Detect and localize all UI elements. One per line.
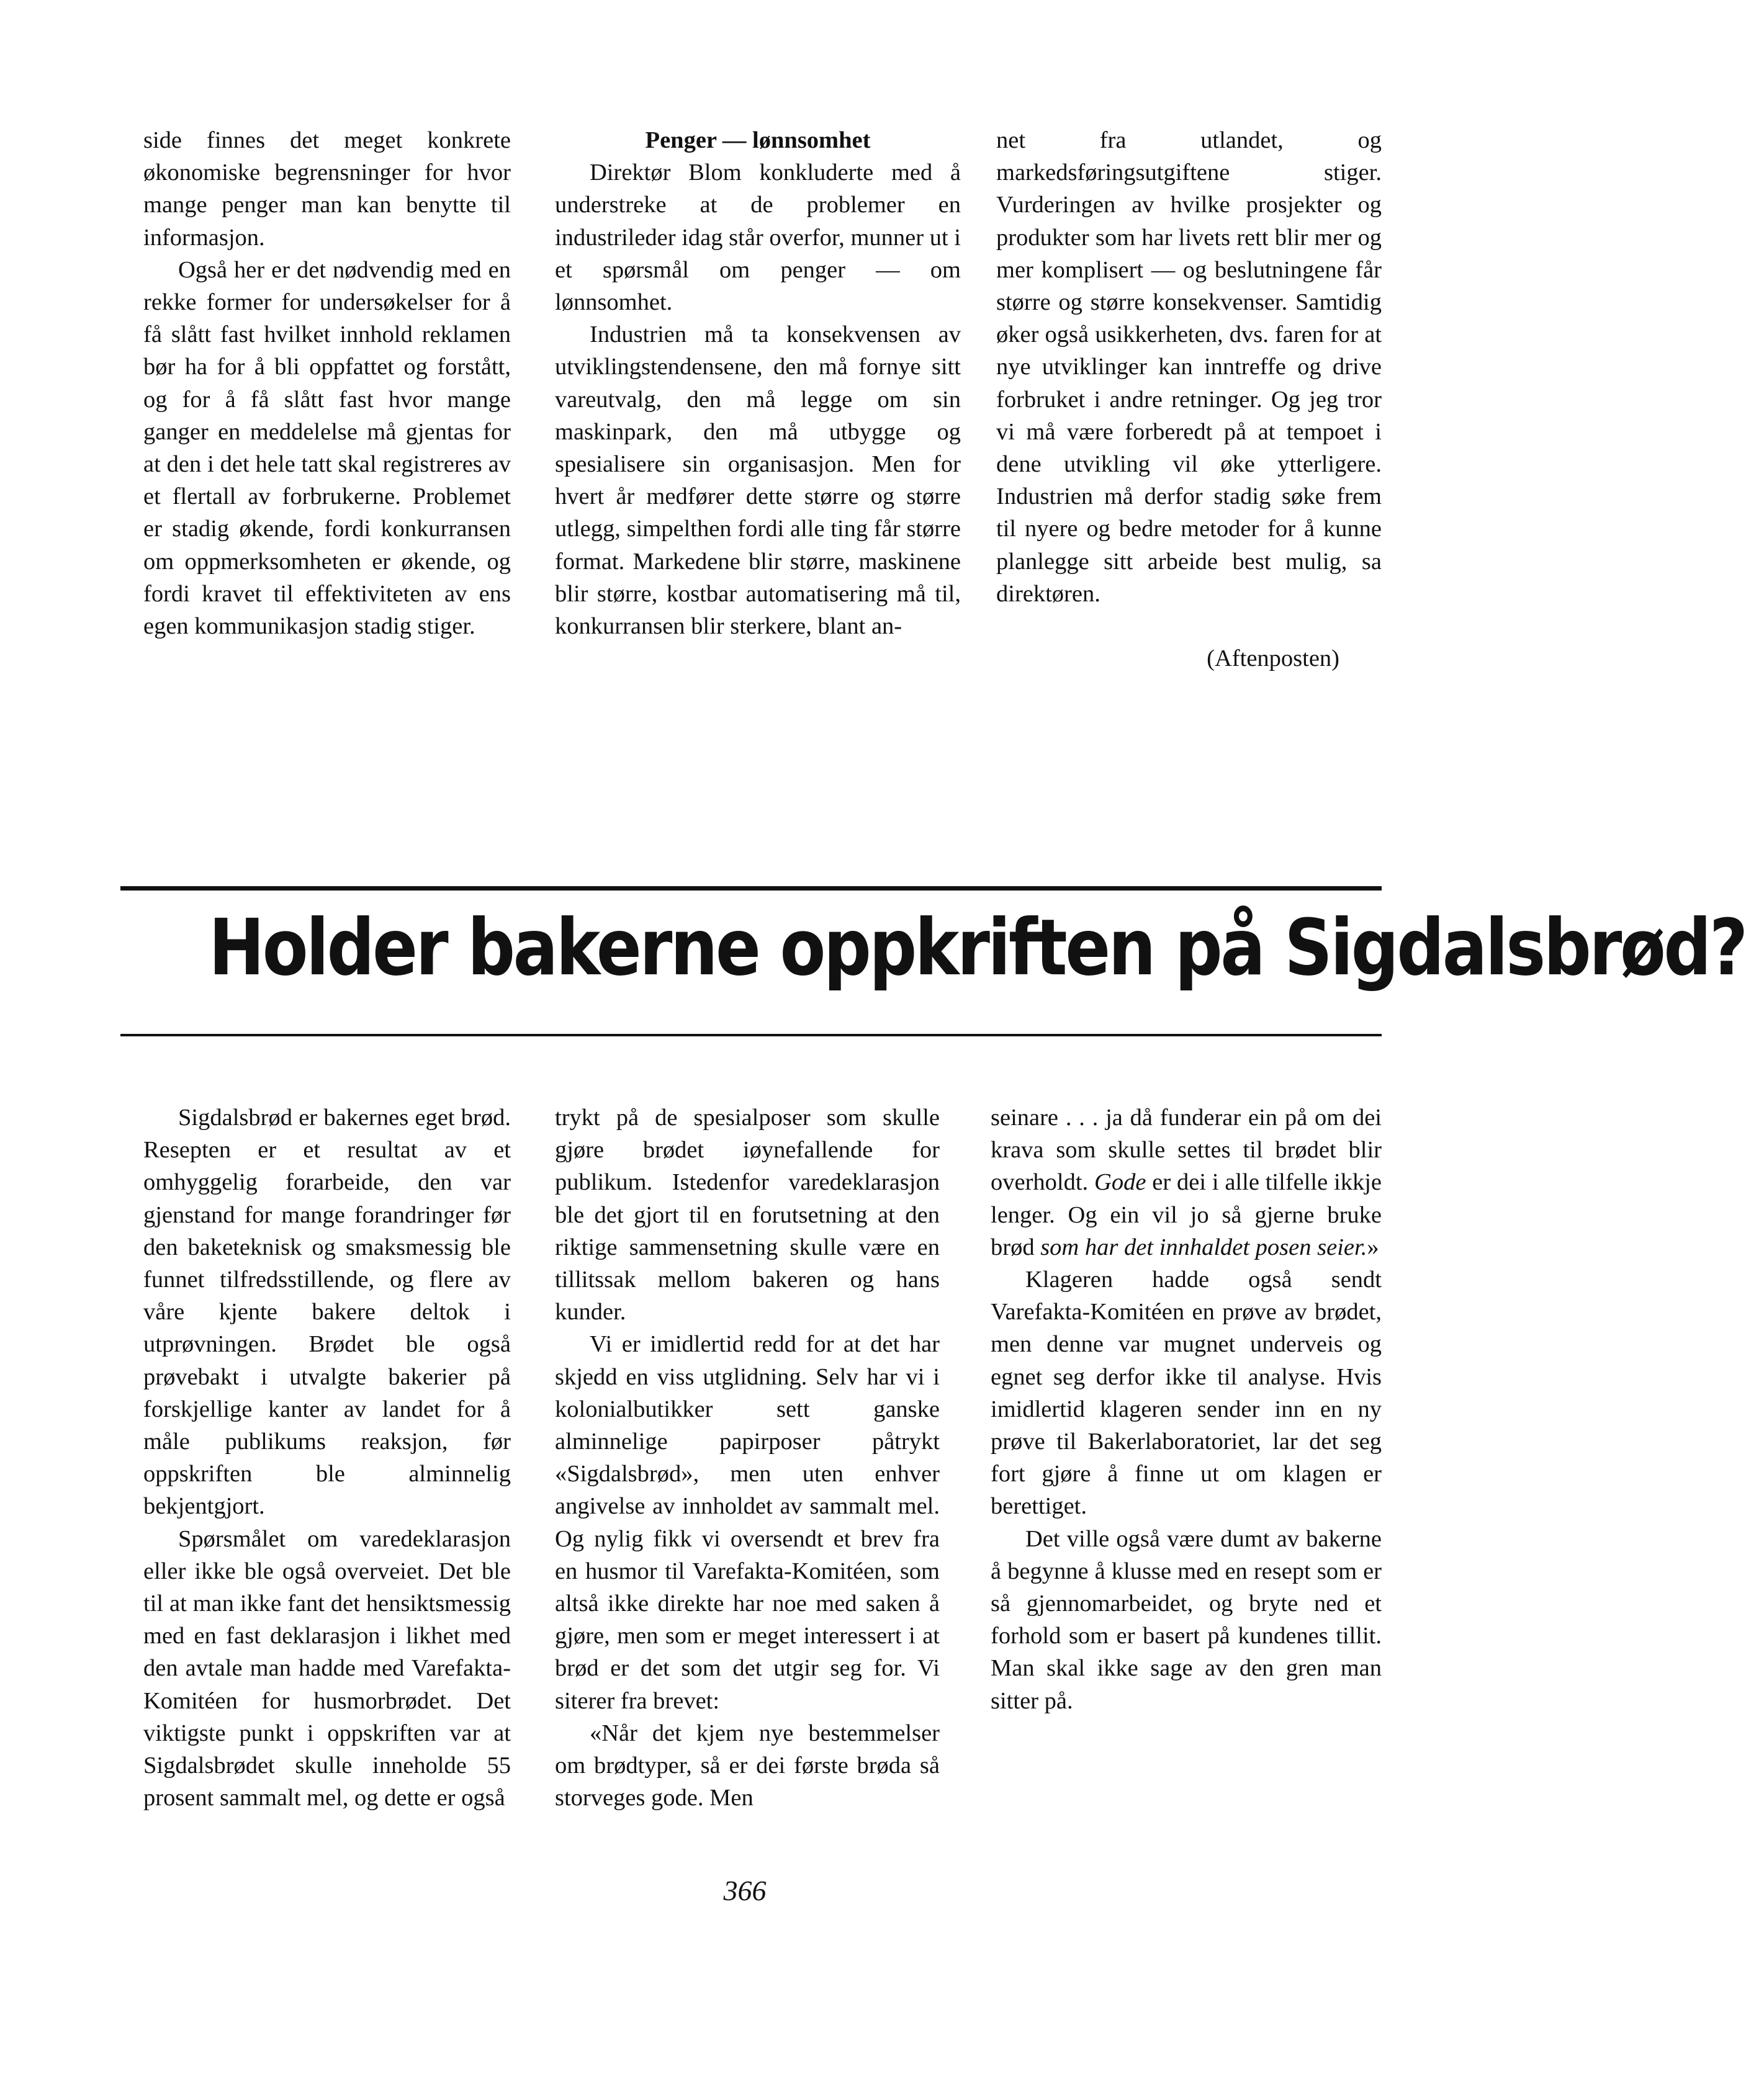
paragraph: Spørsmålet om varedeklarasjon eller ikke ble også overveiet. Det ble til at man ikke fant det hensiktsmessig med en fast deklarasjon i likhet med den avtale man hadde med Varefakta-Komitéen for husmorbrødet. Det viktigste punkt i oppskriften var at Sigdalsbrødet skulle inneholde 55 prosent sammalt mel, og dette er også bbox=[143, 1525, 511, 1811]
paragraph: Også her er det nødvendig med en rekke former for undersøkelser for å få slått fast hvilket innhold reklamen bør ha for å bli oppfattet og forstått, og for å få slått fast hvor mange ganger en meddelelse må gjentas for at den i det hele tatt skal registreres av et flertall av forbrukerne. Problemet er stadig økende, fordi konkurransen om oppmerksomheten er økende, og fordi kravet til effektiviteten av ens egen kommunikasjon stadig stiger. bbox=[143, 256, 511, 640]
article-column-1 bbox=[143, 1102, 511, 1814]
top-article-column-2 bbox=[555, 124, 961, 642]
top-article-column-3 bbox=[996, 124, 1382, 675]
section-heading: Penger — lønnsomhet bbox=[645, 127, 871, 153]
article-headline: Holder bakerne oppkriften på Sigdalsbrød? bbox=[209, 903, 1746, 993]
quote-italic: som har det innhaldet posen seier. bbox=[1040, 1234, 1367, 1260]
paragraph: net fra utlandet, og markedsføringsutgiftene stiger. Vurderingen av hvilke prosjekter og produkter som har livets rett blir mer og mer komplisert — og beslutningene får større og større konsekvenser. Samtidig øker også usikkerheten, dvs. faren for at nye utviklinger kan inntreffe og drive forbruket i andre retninger. Og jeg tror vi må være forberedt på at tempoet i dene utvikling vil øke ytterligere. Industrien må derfor stadig søke frem til nyere og bedre metoder for å kunne planlegge sitt arbeide best mulig, sa direktøren. bbox=[996, 127, 1382, 607]
headline-bottom-rule bbox=[120, 1034, 1382, 1036]
paragraph: Direktør Blom konkluderte med å understreke at de problemer en industrileder idag står overfor, munner ut i et spørsmål om penger — om lønnsomhet. bbox=[555, 159, 961, 316]
article-column-3 bbox=[991, 1102, 1382, 1717]
page-number: 366 bbox=[723, 1875, 767, 1906]
paragraph: Klageren hadde også sendt Varefakta-Komitéen en prøve av brødet, men denne var mugnet underveis og egnet seg derfor ikke til analyse. Hvis imidlertid klageren sender inn en ny prøve til Bakerlaboratoriet, lar det seg fort gjøre å finne ut om klagen er berettiget. bbox=[991, 1267, 1382, 1520]
paragraph: Sigdalsbrød er bakernes eget brød. Resepten er et resultat av et omhyggelig forarbeide, den var gjenstand for mange forandringer før den baketeknisk og smaksmessig ble funnet tilfredsstillende, og flere av våre kjente bakere deltok i utprøvningen. Brødet ble også prøvebakt i utvalgte bakerier på forskjellige kanter av landet for å måle publikums reaksjon, før oppskriften ble alminnelig bekjentgjort. bbox=[143, 1105, 511, 1520]
headline-top-rule bbox=[120, 886, 1382, 891]
paragraph: Det ville også være dumt av bakerne å begynne å klusse med en resept som er så gjennomarbeidet, og bryte ned et forhold som er basert på kundenes tillit. Man skal ikke sage av den gren man sitter på. bbox=[991, 1525, 1382, 1714]
article-column-2 bbox=[555, 1102, 940, 1814]
paragraph: Vi er imidlertid redd for at det har skjedd en viss utglidning. Selv har vi i kolonialbutikker sett ganske alminnelige papirposer påtrykt «Sigdalsbrød», men uten enhver angivelse av innholdet av sammalt mel. Og nylig fikk vi oversendt et brev fra en husmor til Varefakta-Komitéen, som altså ikke direkte har noe med saken å gjøre, men som er meget interessert i at brød er det som det utgir seg for. Vi siterer fra brevet: bbox=[555, 1331, 940, 1714]
paragraph-quote-end bbox=[991, 1102, 1382, 1263]
quote-close: » bbox=[1367, 1234, 1379, 1260]
quote-italic: Gode bbox=[1094, 1169, 1146, 1196]
quote-text: seinare . . . ja då funderar ein på om dei krava som skulle settes til brødet blir overholdt. bbox=[991, 1105, 1382, 1196]
paragraph: Industrien må ta konsekvensen av utviklingstendensene, den må fornye sitt vareutvalg, den må legge om sin maskinpark, den må utbygge og spesialisere sin organisasjon. Men for hvert år medfører dette større og større utlegg, simpelthen fordi alle ting får større format. Markedene blir større, maskinene blir større, kostbar automatisering må til, konkurransen blir sterkere, blant an- bbox=[555, 321, 961, 640]
top-article-column-1 bbox=[143, 124, 511, 642]
paragraph: trykt på de spesialposer som skulle gjøre brødet iøynefallende for publikum. Istedenfor varedeklarasjon ble det gjort til en forutsetning at den riktige sammensetning skulle være en tillitssak mellom bakeren og hans kunder. bbox=[555, 1105, 940, 1326]
quote-text: er dei i alle tilfelle ikkje lenger. Og ein vil jo så gjerne bruke brød bbox=[991, 1169, 1382, 1260]
source-credit: (Aftenposten) bbox=[1207, 645, 1339, 672]
paragraph: side finnes det meget konkrete økonomiske begrensninger for hvor mange penger man kan benytte til informasjon. bbox=[143, 127, 511, 251]
paragraph: «Når det kjem nye bestemmelser om brødtyper, så er dei første brøda så storveges gode. Men bbox=[555, 1720, 940, 1811]
